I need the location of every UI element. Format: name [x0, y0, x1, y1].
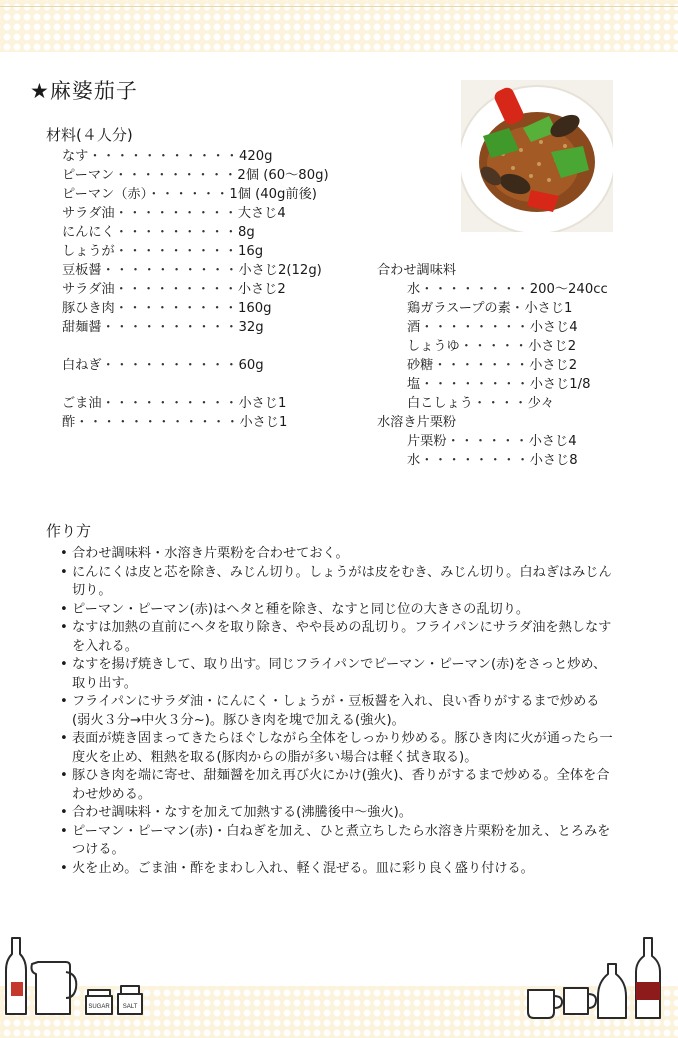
- wine-bottle-icon: [6, 938, 26, 1014]
- seasoning-amount: 少々: [527, 396, 555, 411]
- seasoning-name: 酒: [407, 320, 421, 335]
- leader-dots: ・・・・・・・・・: [114, 301, 238, 316]
- seasoning-name: 塩: [407, 377, 421, 392]
- ingredient-name: ごま油: [62, 396, 102, 411]
- seasoning-name: 砂糖: [407, 358, 434, 373]
- seasoning-amount: 200～240cc: [529, 282, 608, 297]
- method-step: • ピーマン・ピーマン(赤)・白ねぎを加え、ひと煮立ちしたら水溶き片栗粉を加え、とろみをつける。: [56, 823, 616, 860]
- ingredient-amount: 420g: [238, 149, 273, 164]
- ingredient-row: [62, 299, 271, 318]
- leader-dots: ・・・・・・・: [433, 358, 530, 373]
- seasoning-row: [407, 318, 578, 337]
- leader-dots: ・・・・・: [459, 339, 529, 354]
- seasoning-name: 鶏ガラスープの素: [407, 301, 511, 316]
- method-step: • 合わせ調味料・なすを加えて加熱する(沸騰後中～強火)。: [56, 804, 616, 823]
- starch-row: [407, 451, 578, 470]
- method-step: • 合わせ調味料・水溶き片栗粉を合わせておく。: [56, 545, 616, 564]
- seasoning-row: [407, 394, 554, 413]
- ingredient-row: [62, 318, 264, 337]
- seasoning-name: しょうゆ: [407, 339, 460, 354]
- leader-dots: ・・・・・・・・: [420, 282, 530, 297]
- leader-dots: ・・・・・・: [147, 187, 230, 202]
- ingredient-row: [62, 185, 317, 204]
- leader-dots: ・・・・・・・・: [420, 320, 530, 335]
- leader-dots: ・・・・・・・・・・: [101, 358, 239, 373]
- ingredient-row: [62, 280, 286, 299]
- ingredient-amount: 大さじ4: [237, 206, 286, 221]
- ingredient-amount: 小さじ2: [237, 282, 286, 297]
- ingredient-amount: 小さじ2(12g): [238, 263, 322, 278]
- starch-amount: 小さじ4: [528, 434, 577, 449]
- leader-dots: ・・・・・・・・・: [114, 225, 238, 240]
- method-step: • 表面が焼き固まってきたらほぐしながら全体をしっかり炒める。豚ひき肉に火が通ったら一度火を止め、粗熱を取る(豚肉からの脂が多い場合は軽く拭き取る)。: [56, 730, 616, 767]
- seasoning-row: [407, 280, 608, 299]
- leader-dots: ・・・・・・・・・・: [101, 320, 239, 335]
- sugar-jar-icon: [86, 990, 112, 1014]
- top-dot-border: [0, 0, 678, 52]
- seasoning-name: 白こしょう: [407, 396, 473, 411]
- starch-name: 片栗粉: [407, 434, 447, 449]
- seasoning-name: 水: [407, 282, 421, 297]
- ingredient-amount: 60g: [238, 358, 264, 373]
- leader-dots: ・・・・・・・・・・: [101, 396, 239, 411]
- method-step: • なすを揚げ焼きして、取り出す。同じフライパンでピーマン・ピーマン(赤)をさっと炒め、取り出す。: [56, 656, 616, 693]
- method-step: • フライパンにサラダ油・にんにく・しょうが・豆板醤を入れ、良い香りがするまで炒める(弱火３分→中火３分~)。豚ひき肉を塊で加える(強火)。: [56, 693, 616, 730]
- leader-dots: ・・・・・・・・・: [114, 206, 238, 221]
- ingredients-heading: 材料(４人分): [46, 126, 133, 144]
- method-step: • 火を止め。ごま油・酢をまわし入れ、軽く混ぜる。皿に彩り良く盛り付ける。: [56, 860, 616, 879]
- starch-amount: 小さじ8: [529, 453, 578, 468]
- ingredient-name: サラダ油: [62, 206, 115, 221]
- ingredient-row: [62, 204, 286, 223]
- seasoning-row: [407, 337, 576, 356]
- ingredient-row: [62, 356, 264, 375]
- seasoning-row: [407, 299, 572, 318]
- ingredient-amount: 2個 (60～80g): [237, 168, 329, 183]
- ingredient-amount: 小さじ1: [239, 415, 288, 430]
- ingredient-row: [62, 223, 255, 242]
- ingredient-name: ピーマン（赤）: [62, 187, 148, 202]
- ingredient-name: なす: [62, 149, 89, 164]
- ingredient-amount: 小さじ1: [238, 396, 287, 411]
- oil-cruet-icon: [598, 964, 626, 1018]
- leader-dots: ・・・・・・・・・: [114, 282, 238, 297]
- kitchen-illustration-left: [0, 930, 160, 1022]
- ingredient-amount: 160g: [237, 301, 272, 316]
- ingredient-amount: 1個 (40g前後): [229, 187, 317, 202]
- mug-icon: [564, 988, 596, 1014]
- seasoning-amount: 小さじ4: [529, 320, 578, 335]
- leader-dots: ・・・・・・・・・・・・: [75, 415, 240, 430]
- seasoning-amount: 小さじ2: [529, 358, 578, 373]
- ingredient-row: [62, 242, 263, 261]
- method-step: • ピーマン・ピーマン(赤)はヘタと種を除き、なすと同じ位の大きさの乱切り。: [56, 601, 616, 620]
- leader-dots: ・・・・・・・・: [420, 377, 530, 392]
- ingredient-row: [62, 413, 287, 432]
- leader-dots: ・・・・・・: [446, 434, 529, 449]
- ingredient-amount: 16g: [237, 244, 264, 259]
- ingredient-row: [62, 166, 329, 185]
- ingredient-row: [62, 147, 272, 166]
- kitchen-illustration-right: [522, 934, 678, 1022]
- leader-dots: ・・・・・・・・・・: [101, 263, 239, 278]
- seasoning-amount: 小さじ1: [524, 301, 573, 316]
- starch-heading: 水溶き片栗粉: [377, 415, 457, 430]
- ingredient-amount: 8g: [237, 225, 255, 240]
- seasoning-amount: 小さじ1/8: [529, 377, 591, 392]
- cup-icon: [528, 990, 562, 1018]
- method-step: • 豚ひき肉を端に寄せ、甜麺醤を加え再び火にかけ(強火)、香りがするまで炒める。全体を合わせ炒める。: [56, 767, 616, 804]
- leader-dots: ・・・・・・・・・: [114, 244, 238, 259]
- seasoning-row: [407, 356, 577, 375]
- seasoning-heading: 合わせ調味料: [377, 263, 457, 278]
- leader-dots: ・: [510, 301, 525, 316]
- ingredient-name: 白ねぎ: [62, 358, 102, 373]
- leader-dots: ・・・・・・・・・: [114, 168, 238, 183]
- recipe-title: ★麻婆茄子: [30, 79, 138, 103]
- ingredient-amount: 32g: [238, 320, 264, 335]
- leader-dots: ・・・・・・・・・・・: [88, 149, 239, 164]
- salt-jar-label: SALT: [122, 1004, 138, 1010]
- ingredient-name: にんにく: [62, 225, 115, 240]
- method-step: • なすは加熱の直前にヘタを取り除き、やや長めの乱切り。フライパンにサラダ油を熱しなすを入れる。: [56, 619, 616, 656]
- leader-dots: ・・・・・・・・: [420, 453, 530, 468]
- ingredient-name: サラダ油: [62, 282, 115, 297]
- ingredient-name: ピーマン: [62, 168, 115, 183]
- method-heading: 作り方: [46, 522, 92, 540]
- ingredient-name: 豚ひき肉: [62, 301, 115, 316]
- ingredient-name: 豆板醤: [62, 263, 102, 278]
- dish-photo: [461, 80, 613, 232]
- ingredient-row: [62, 261, 322, 280]
- ingredient-name: 甜麺醤: [62, 320, 102, 335]
- seasoning-amount: 小さじ2: [528, 339, 577, 354]
- starch-row: [407, 432, 577, 451]
- method-step: • にんにくは皮と芯を除き、みじん切り。しょうがは皮をむき、みじん切り。白ねぎはみじん切り。: [56, 564, 616, 601]
- ingredient-name: 酢: [62, 415, 76, 430]
- method-steps: [56, 545, 616, 878]
- ingredient-name: しょうが: [62, 244, 115, 259]
- wine-bottle-icon: [636, 938, 660, 1018]
- ingredient-row: [62, 394, 286, 413]
- pitcher-icon: [32, 962, 77, 1014]
- sugar-jar-label: SUGAR: [88, 1004, 110, 1010]
- leader-dots: ・・・・: [472, 396, 528, 411]
- starch-name: 水: [407, 453, 421, 468]
- seasoning-row: [407, 375, 590, 394]
